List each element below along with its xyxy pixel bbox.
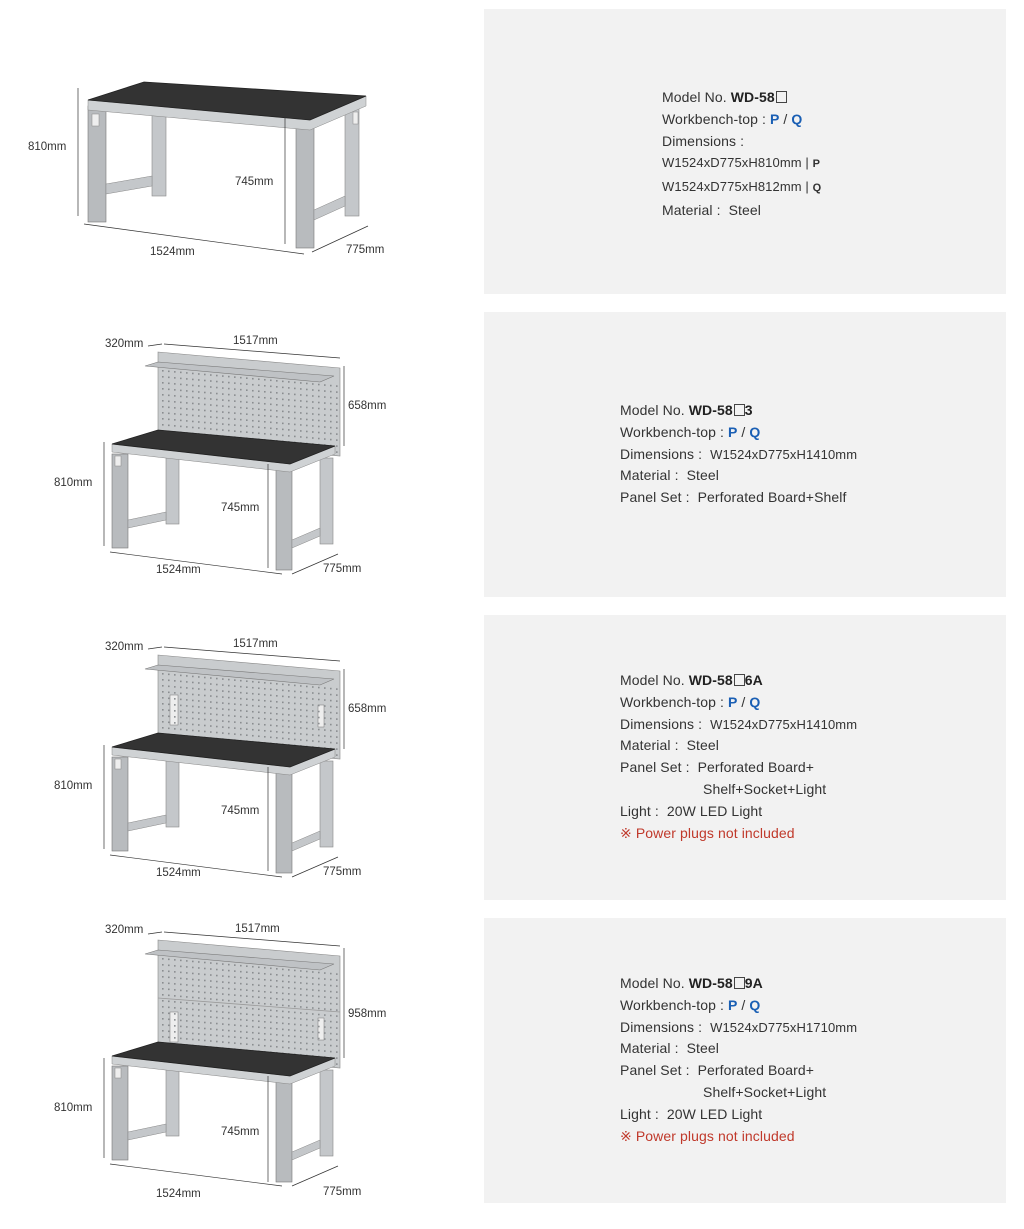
panel-set-line xyxy=(620,1060,857,1082)
dimensions-line-2 xyxy=(662,176,821,200)
panel-value: Perforated Board+ xyxy=(697,759,815,776)
material-value: Steel xyxy=(728,201,761,218)
shelf-depth-label: 320mm xyxy=(105,338,144,350)
shelf-depth-label: 320mm xyxy=(105,924,144,936)
model-suffix: 6A xyxy=(744,672,763,688)
top-q: Q xyxy=(791,110,803,127)
panel-set-line-2: Shelf+Socket+Light xyxy=(703,1083,827,1100)
variant-box-icon xyxy=(776,91,787,103)
top-label: Workbench-top : xyxy=(620,693,724,710)
workbench-image-3 xyxy=(0,609,470,909)
width-label: 1524mm xyxy=(156,564,201,576)
width-label: 1524mm xyxy=(156,867,201,879)
top-label: Workbench-top : xyxy=(662,110,766,127)
model-line xyxy=(662,87,821,109)
dim-value: W1524xD775xH1710mm xyxy=(710,1019,858,1035)
light-label: Light : xyxy=(620,1105,659,1122)
material-label: Material : xyxy=(620,737,679,754)
product-row-3 xyxy=(0,609,1024,909)
power-plug-note: ※ Power plugs not included xyxy=(620,824,795,841)
top-sep: / xyxy=(741,423,746,440)
top-p: P xyxy=(769,110,780,127)
height-label: 810mm xyxy=(28,141,67,153)
workbench-top-line xyxy=(620,995,857,1017)
panel-height-label: 658mm xyxy=(348,400,387,412)
depth-label: 775mm xyxy=(323,1186,362,1198)
panel-value: Perforated Board+Shelf xyxy=(697,489,847,506)
material-label: Material : xyxy=(620,1040,679,1057)
panel-height-label: 958mm xyxy=(348,1008,387,1020)
model-line xyxy=(620,973,857,995)
dim-value: W1524xD775xH1410mm xyxy=(710,446,858,462)
workbench-top-line xyxy=(620,422,857,444)
light-value: 20W LED Light xyxy=(666,802,763,819)
model-code: WD-58 xyxy=(688,975,733,991)
top-p: P xyxy=(727,423,738,440)
dimensions-line xyxy=(620,444,857,466)
dimensions-line xyxy=(620,714,857,736)
panel-label: Panel Set : xyxy=(620,1062,690,1079)
workbench-top-line xyxy=(620,692,857,714)
panel-value: Perforated Board+ xyxy=(697,1062,815,1079)
dimensions-line-1 xyxy=(662,152,821,176)
panel-set-line-2: Shelf+Socket+Light xyxy=(703,780,827,797)
top-sep: / xyxy=(741,996,746,1013)
panel-set-line xyxy=(620,487,857,509)
table-height-label: 745mm xyxy=(221,1126,260,1138)
power-plug-note: ※ Power plugs not included xyxy=(620,1127,795,1144)
material-line xyxy=(620,735,857,757)
material-label: Material : xyxy=(620,467,679,484)
panel-set-line xyxy=(620,757,857,779)
top-p: P xyxy=(727,693,738,710)
model-prefix: Model No. xyxy=(620,672,685,688)
model-code: WD-58 xyxy=(730,89,775,105)
table-height-label: 745mm xyxy=(235,176,274,188)
depth-label: 775mm xyxy=(323,563,362,575)
table-height-label: 745mm xyxy=(221,502,260,514)
material-label: Material : xyxy=(662,201,721,218)
depth-label: 775mm xyxy=(323,866,362,878)
workbench-image-1 xyxy=(0,0,470,300)
dim-label: Dimensions : xyxy=(620,1018,703,1035)
dim-line2-tag: Q xyxy=(812,182,822,195)
spec-panel-1 xyxy=(484,9,1006,294)
top-sep: / xyxy=(783,110,788,127)
model-prefix: Model No. xyxy=(620,402,685,418)
panel-label: Panel Set : xyxy=(620,759,690,776)
height-label: 810mm xyxy=(54,477,93,489)
dimensions-label: Dimensions : xyxy=(662,132,745,149)
dim-label: Dimensions : xyxy=(620,445,703,462)
model-line xyxy=(620,670,857,692)
height-label: 810mm xyxy=(54,780,93,792)
spec-panel-2 xyxy=(484,312,1006,597)
workbench-top-line xyxy=(662,109,821,131)
top-label: Workbench-top : xyxy=(620,996,724,1013)
top-p: P xyxy=(727,996,738,1013)
model-prefix: Model No. xyxy=(662,89,727,105)
model-code: WD-58 xyxy=(688,672,733,688)
shelf-depth-label: 320mm xyxy=(105,641,144,653)
panel-width-label: 1517mm xyxy=(235,923,280,935)
material-value: Steel xyxy=(686,1040,719,1057)
panel-width-label: 1517mm xyxy=(233,638,278,650)
material-value: Steel xyxy=(686,737,719,754)
panel-width-label: 1517mm xyxy=(233,335,278,347)
dim-label: Dimensions : xyxy=(620,715,703,732)
light-line xyxy=(620,801,857,823)
workbench-image-4 xyxy=(0,912,470,1212)
dim-line2: W1524xD775xH812mm | xyxy=(662,179,809,195)
top-q: Q xyxy=(749,423,761,440)
height-label: 810mm xyxy=(54,1102,93,1114)
material-line xyxy=(662,200,821,222)
panel-label: Panel Set : xyxy=(620,489,690,506)
model-code: WD-58 xyxy=(688,402,733,418)
dim-value: W1524xD775xH1410mm xyxy=(710,716,858,732)
product-row-4 xyxy=(0,912,1024,1229)
light-line xyxy=(620,1104,857,1126)
width-label: 1524mm xyxy=(150,246,195,258)
width-label: 1524mm xyxy=(156,1188,201,1200)
variant-box-icon xyxy=(734,674,745,686)
model-suffix: 3 xyxy=(744,402,753,418)
workbench-image-2 xyxy=(0,306,470,606)
product-row-1 xyxy=(0,0,1024,300)
spec-text-2 xyxy=(620,400,857,509)
spec-text-4 xyxy=(620,973,857,1147)
top-label: Workbench-top : xyxy=(620,423,724,440)
material-line xyxy=(620,465,857,487)
spec-text-1 xyxy=(662,87,821,222)
dim-line1-tag: P xyxy=(812,158,821,171)
dim-line1: W1524xD775xH810mm | xyxy=(662,155,809,171)
top-sep: / xyxy=(741,693,746,710)
table-height-label: 745mm xyxy=(221,805,260,817)
spec-panel-4 xyxy=(484,918,1006,1203)
spec-panel-3 xyxy=(484,615,1006,900)
dimensions-line xyxy=(620,1017,857,1039)
top-q: Q xyxy=(749,693,761,710)
model-suffix: 9A xyxy=(744,975,763,991)
light-label: Light : xyxy=(620,802,659,819)
depth-label: 775mm xyxy=(346,244,385,256)
material-value: Steel xyxy=(686,467,719,484)
panel-height-label: 658mm xyxy=(348,703,387,715)
material-line xyxy=(620,1038,857,1060)
spec-text-3 xyxy=(620,670,857,844)
top-q: Q xyxy=(749,996,761,1013)
model-line xyxy=(620,400,857,422)
variant-box-icon xyxy=(734,404,745,416)
variant-box-icon xyxy=(734,977,745,989)
product-row-2 xyxy=(0,306,1024,606)
light-value: 20W LED Light xyxy=(666,1105,763,1122)
model-prefix: Model No. xyxy=(620,975,685,991)
